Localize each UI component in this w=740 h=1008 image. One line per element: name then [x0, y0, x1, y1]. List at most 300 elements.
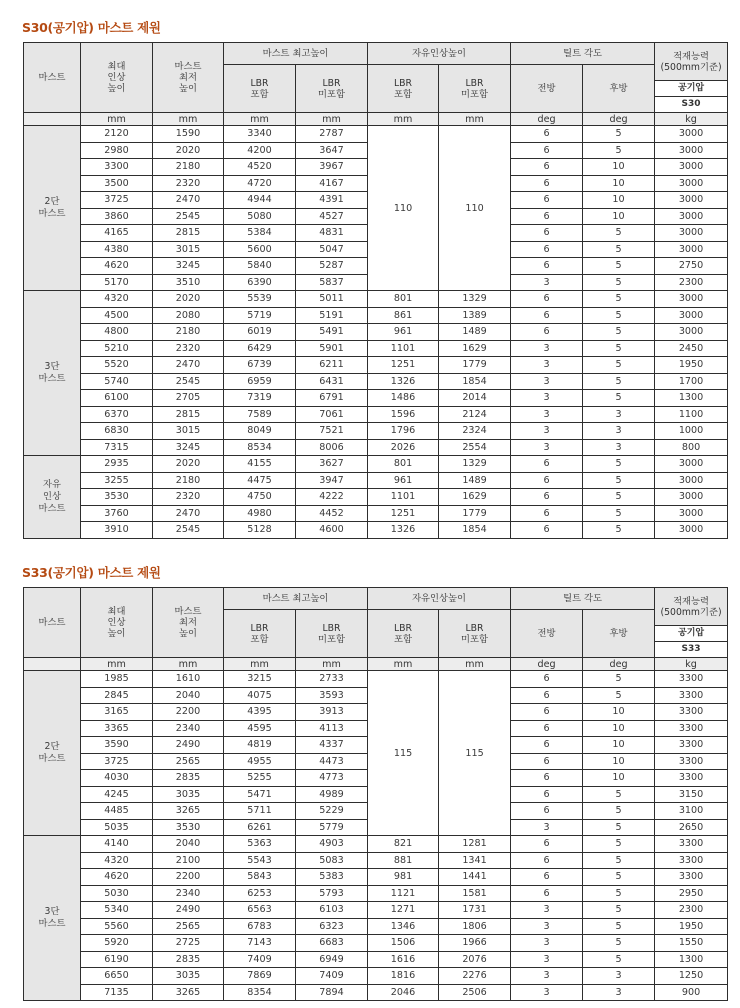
table-cell: 800 — [655, 439, 728, 456]
table-cell: 1596 — [368, 406, 439, 423]
table-cell: 6019 — [224, 324, 296, 341]
unit-cell: deg — [511, 113, 583, 126]
table-cell: 3000 — [655, 489, 728, 506]
table-cell: 5 — [583, 324, 655, 341]
header-free-lbr-excl: LBR 미포함 — [439, 65, 511, 113]
table-cell: 4200 — [224, 142, 296, 159]
table-cell: 6 — [511, 737, 583, 754]
table-cell: 3300 — [81, 159, 153, 176]
table-cell: 3000 — [655, 241, 728, 258]
table-cell: 7315 — [81, 439, 153, 456]
unit-cell: mm — [81, 658, 153, 671]
table-cell: 2733 — [296, 671, 368, 688]
spec-table-body — [24, 671, 728, 1001]
section-title-s30: S30(공기압) 마스트 제원 — [22, 20, 161, 35]
table-cell: 3500 — [81, 175, 153, 192]
table-cell: 1329 — [439, 291, 511, 308]
table-cell: 1250 — [655, 968, 728, 985]
table-cell: 2014 — [439, 390, 511, 407]
table-cell: 5 — [583, 373, 655, 390]
table-cell: 5 — [583, 357, 655, 374]
table-cell: 4955 — [224, 753, 296, 770]
table-cell: 5543 — [224, 852, 296, 869]
header-capacity: 적재능력 (500mm기준) — [655, 43, 728, 81]
table-row — [24, 489, 728, 506]
table-cell: 3000 — [655, 456, 728, 473]
table-cell: 6 — [511, 241, 583, 258]
table-cell: 2545 — [153, 208, 224, 225]
table-cell: 3300 — [655, 836, 728, 853]
table-cell: 801 — [368, 456, 439, 473]
table-cell: 5030 — [81, 885, 153, 902]
table-cell: 3255 — [81, 472, 153, 489]
table-cell: 6429 — [224, 340, 296, 357]
table-cell: 2705 — [153, 390, 224, 407]
header-lbr-excl: LBR 미포함 — [296, 65, 368, 113]
table-cell: 4165 — [81, 225, 153, 242]
header-mast: 마스트 — [24, 588, 81, 658]
free-lift-merged-cell: 110 — [439, 126, 511, 291]
table-cell: 5080 — [224, 208, 296, 225]
table-cell: 3725 — [81, 192, 153, 209]
table-cell: 3245 — [153, 439, 224, 456]
table-cell: 2320 — [153, 489, 224, 506]
table-cell: 4380 — [81, 241, 153, 258]
table-cell: 1251 — [368, 505, 439, 522]
table-cell: 3000 — [655, 307, 728, 324]
table-cell: 10 — [583, 208, 655, 225]
table-cell: 1441 — [439, 869, 511, 886]
table-cell: 3967 — [296, 159, 368, 176]
table-cell: 4600 — [296, 522, 368, 539]
unit-cell: kg — [655, 658, 728, 671]
mast-group-label: 2단 마스트 — [24, 671, 81, 836]
table-cell: 5210 — [81, 340, 153, 357]
table-cell: 1590 — [153, 126, 224, 143]
table-cell: 3300 — [655, 753, 728, 770]
table-cell: 3300 — [655, 869, 728, 886]
table-cell: 2845 — [81, 687, 153, 704]
table-cell: 821 — [368, 836, 439, 853]
table-cell: 4595 — [224, 720, 296, 737]
unit-cell: kg — [655, 113, 728, 126]
table-cell: 4980 — [224, 505, 296, 522]
table-cell: 1326 — [368, 522, 439, 539]
mast-group-label: 3단 마스트 — [24, 291, 81, 456]
header-model: S33 — [655, 642, 728, 658]
table-cell: 3 — [583, 423, 655, 440]
table-cell: 2450 — [655, 340, 728, 357]
table-row — [24, 505, 728, 522]
table-cell: 5 — [583, 885, 655, 902]
table-cell: 6 — [511, 786, 583, 803]
table-cell: 2200 — [153, 869, 224, 886]
table-cell: 10 — [583, 175, 655, 192]
table-cell: 4395 — [224, 704, 296, 721]
table-cell: 6 — [511, 885, 583, 902]
table-cell: 4620 — [81, 258, 153, 275]
table-cell: 3015 — [153, 423, 224, 440]
table-cell: 3 — [511, 423, 583, 440]
free-lift-merged-cell: 115 — [439, 671, 511, 836]
table-cell: 3340 — [224, 126, 296, 143]
header-backward: 후방 — [583, 610, 655, 658]
table-cell: 5837 — [296, 274, 368, 291]
table-cell: 6 — [511, 522, 583, 539]
table-cell: 4500 — [81, 307, 153, 324]
table-cell: 2545 — [153, 522, 224, 539]
table-cell: 10 — [583, 704, 655, 721]
table-cell: 4773 — [296, 770, 368, 787]
table-cell: 3245 — [153, 258, 224, 275]
header-forward: 전방 — [511, 65, 583, 113]
table-cell: 3593 — [296, 687, 368, 704]
table-cell: 6959 — [224, 373, 296, 390]
table-cell: 6 — [511, 869, 583, 886]
table-cell: 4140 — [81, 836, 153, 853]
table-cell: 1950 — [655, 357, 728, 374]
table-cell: 2340 — [153, 885, 224, 902]
table-cell: 1251 — [368, 357, 439, 374]
table-cell: 2565 — [153, 753, 224, 770]
header-backward: 후방 — [583, 65, 655, 113]
table-cell: 2026 — [368, 439, 439, 456]
table-cell: 1700 — [655, 373, 728, 390]
table-cell: 2300 — [655, 274, 728, 291]
table-cell: 5191 — [296, 307, 368, 324]
table-cell: 2554 — [439, 439, 511, 456]
table-cell: 5 — [583, 836, 655, 853]
table-cell: 6190 — [81, 951, 153, 968]
table-cell: 1779 — [439, 357, 511, 374]
table-cell: 6 — [511, 671, 583, 688]
table-cell: 5 — [583, 291, 655, 308]
table-cell: 3 — [511, 968, 583, 985]
table-cell: 6783 — [224, 918, 296, 935]
table-cell: 4155 — [224, 456, 296, 473]
header-mast-height: 마스트 최고높이 — [224, 43, 368, 65]
table-cell: 4320 — [81, 291, 153, 308]
header-free-lift: 자유인상높이 — [368, 43, 511, 65]
table-cell: 4320 — [81, 852, 153, 869]
table-cell: 981 — [368, 869, 439, 886]
table-cell: 2180 — [153, 324, 224, 341]
table-cell: 1300 — [655, 951, 728, 968]
table-cell: 5600 — [224, 241, 296, 258]
table-cell: 2470 — [153, 505, 224, 522]
table-cell: 2100 — [153, 852, 224, 869]
table-cell: 2020 — [153, 291, 224, 308]
table-cell: 6 — [511, 291, 583, 308]
table-cell: 1854 — [439, 373, 511, 390]
table-cell: 5 — [583, 274, 655, 291]
table-cell: 2020 — [153, 456, 224, 473]
table-cell: 961 — [368, 472, 439, 489]
table-cell: 5 — [583, 869, 655, 886]
table-cell: 3000 — [655, 192, 728, 209]
table-cell: 7894 — [296, 984, 368, 1001]
header-lbr-incl: LBR 포함 — [224, 610, 296, 658]
table-cell: 2490 — [153, 902, 224, 919]
header-lbr-excl: LBR 미포함 — [296, 610, 368, 658]
table-cell: 5 — [583, 258, 655, 275]
table-cell: 900 — [655, 984, 728, 1001]
table-cell: 1854 — [439, 522, 511, 539]
table-cell: 2835 — [153, 770, 224, 787]
table-cell: 4720 — [224, 175, 296, 192]
table-cell: 3000 — [655, 225, 728, 242]
table-cell: 881 — [368, 852, 439, 869]
table-row — [24, 307, 728, 324]
table-cell: 5471 — [224, 786, 296, 803]
table-cell: 4485 — [81, 803, 153, 820]
table-cell: 4452 — [296, 505, 368, 522]
spec-table-s33 — [23, 587, 728, 1001]
free-lift-merged-cell: 110 — [368, 126, 439, 291]
table-cell: 4527 — [296, 208, 368, 225]
table-cell: 4620 — [81, 869, 153, 886]
table-cell: 3 — [511, 274, 583, 291]
table-cell: 6103 — [296, 902, 368, 919]
table-cell: 2815 — [153, 225, 224, 242]
table-cell: 6 — [511, 324, 583, 341]
table-cell: 5170 — [81, 274, 153, 291]
table-cell: 5539 — [224, 291, 296, 308]
header-max-lift: 최대 인상 높이 — [81, 588, 153, 658]
header-tire-type: 공기압 — [655, 81, 728, 97]
table-cell: 5740 — [81, 373, 153, 390]
table-row — [24, 373, 728, 390]
table-cell: 1489 — [439, 324, 511, 341]
table-cell: 2180 — [153, 159, 224, 176]
table-cell: 3150 — [655, 786, 728, 803]
table-cell: 1966 — [439, 935, 511, 952]
table-cell: 3 — [511, 357, 583, 374]
table-row — [24, 671, 728, 688]
table-cell: 5 — [583, 902, 655, 919]
table-cell: 6211 — [296, 357, 368, 374]
table-cell: 3860 — [81, 208, 153, 225]
table-cell: 6949 — [296, 951, 368, 968]
table-cell: 10 — [583, 159, 655, 176]
unit-cell: mm — [153, 658, 224, 671]
table-cell: 1629 — [439, 489, 511, 506]
table-cell: 1816 — [368, 968, 439, 985]
table-row — [24, 918, 728, 935]
header-free-lbr-incl: LBR 포함 — [368, 65, 439, 113]
table-cell: 3 — [511, 373, 583, 390]
table-cell: 1000 — [655, 423, 728, 440]
table-cell: 4750 — [224, 489, 296, 506]
table-cell: 3300 — [655, 720, 728, 737]
table-row — [24, 935, 728, 952]
table-cell: 5793 — [296, 885, 368, 902]
table-cell: 861 — [368, 307, 439, 324]
table-cell: 1806 — [439, 918, 511, 935]
table-cell: 4113 — [296, 720, 368, 737]
table-cell: 5 — [583, 142, 655, 159]
table-cell: 6 — [511, 142, 583, 159]
table-cell: 3 — [511, 984, 583, 1001]
table-cell: 4520 — [224, 159, 296, 176]
table-cell: 1100 — [655, 406, 728, 423]
header-max-lift: 최대 인상 높이 — [81, 43, 153, 113]
table-cell: 6431 — [296, 373, 368, 390]
table-cell: 3000 — [655, 142, 728, 159]
table-cell: 1121 — [368, 885, 439, 902]
table-cell: 3035 — [153, 786, 224, 803]
table-cell: 1326 — [368, 373, 439, 390]
table-cell: 5 — [583, 225, 655, 242]
table-cell: 3015 — [153, 241, 224, 258]
header-min-height: 마스트 최저 높이 — [153, 588, 224, 658]
table-cell: 4391 — [296, 192, 368, 209]
table-cell: 961 — [368, 324, 439, 341]
table-cell: 3 — [583, 984, 655, 1001]
section-title-s33: S33(공기압) 마스트 제원 — [22, 565, 161, 580]
table-cell: 6739 — [224, 357, 296, 374]
table-cell: 4030 — [81, 770, 153, 787]
table-cell: 5229 — [296, 803, 368, 820]
table-cell: 2340 — [153, 720, 224, 737]
table-cell: 2300 — [655, 902, 728, 919]
table-cell: 2506 — [439, 984, 511, 1001]
table-cell: 7409 — [224, 951, 296, 968]
table-cell: 6683 — [296, 935, 368, 952]
table-cell: 3 — [511, 439, 583, 456]
table-cell: 2545 — [153, 373, 224, 390]
table-cell: 3300 — [655, 687, 728, 704]
table-cell: 3647 — [296, 142, 368, 159]
free-lift-merged-cell: 115 — [368, 671, 439, 836]
table-cell: 4222 — [296, 489, 368, 506]
table-cell: 3000 — [655, 522, 728, 539]
table-cell: 8006 — [296, 439, 368, 456]
header-tire-type: 공기압 — [655, 626, 728, 642]
table-cell: 2935 — [81, 456, 153, 473]
table-cell: 3000 — [655, 159, 728, 176]
table-row — [24, 951, 728, 968]
header-model: S30 — [655, 97, 728, 113]
table-cell: 3000 — [655, 472, 728, 489]
table-cell: 2650 — [655, 819, 728, 836]
mast-group-label: 3단 마스트 — [24, 836, 81, 1001]
table-cell: 6 — [511, 456, 583, 473]
table-cell: 3 — [511, 918, 583, 935]
table-row — [24, 472, 728, 489]
table-cell: 2120 — [81, 126, 153, 143]
header-forward: 전방 — [511, 610, 583, 658]
table-row — [24, 357, 728, 374]
table-cell: 2725 — [153, 935, 224, 952]
table-cell: 4475 — [224, 472, 296, 489]
table-cell: 4075 — [224, 687, 296, 704]
table-cell: 7589 — [224, 406, 296, 423]
table-cell: 2276 — [439, 968, 511, 985]
table-cell: 2200 — [153, 704, 224, 721]
table-cell: 5840 — [224, 258, 296, 275]
table-cell: 5 — [583, 687, 655, 704]
table-cell: 7869 — [224, 968, 296, 985]
header-tilt: 틸트 각도 — [511, 588, 655, 610]
table-cell: 8534 — [224, 439, 296, 456]
table-cell: 3530 — [153, 819, 224, 836]
table-cell: 5383 — [296, 869, 368, 886]
table-cell: 10 — [583, 192, 655, 209]
unit-cell: deg — [583, 113, 655, 126]
table-cell: 5 — [583, 951, 655, 968]
table-cell: 3910 — [81, 522, 153, 539]
table-cell: 4819 — [224, 737, 296, 754]
table-cell: 7135 — [81, 984, 153, 1001]
unit-cell: mm — [439, 658, 511, 671]
table-cell: 2470 — [153, 192, 224, 209]
table-cell: 7061 — [296, 406, 368, 423]
table-cell: 4903 — [296, 836, 368, 853]
table-cell: 6 — [511, 803, 583, 820]
table-cell: 6 — [511, 720, 583, 737]
table-cell: 5128 — [224, 522, 296, 539]
table-cell: 2040 — [153, 836, 224, 853]
table-cell: 5 — [583, 522, 655, 539]
table-cell: 4989 — [296, 786, 368, 803]
header-tilt: 틸트 각도 — [511, 43, 655, 65]
spec-table-s30 — [23, 42, 728, 539]
table-cell: 1101 — [368, 489, 439, 506]
table-cell: 3 — [511, 406, 583, 423]
unit-cell: mm — [439, 113, 511, 126]
table-cell: 6 — [511, 505, 583, 522]
table-cell: 1610 — [153, 671, 224, 688]
table-cell: 5047 — [296, 241, 368, 258]
table-row — [24, 423, 728, 440]
table-cell: 2180 — [153, 472, 224, 489]
unit-cell: mm — [296, 658, 368, 671]
table-cell: 6 — [511, 225, 583, 242]
table-row — [24, 984, 728, 1001]
unit-cell: mm — [224, 113, 296, 126]
header-free-lift: 자유인상높이 — [368, 588, 511, 610]
table-cell: 6830 — [81, 423, 153, 440]
table-cell: 5920 — [81, 935, 153, 952]
table-cell: 1581 — [439, 885, 511, 902]
table-cell: 3 — [511, 340, 583, 357]
table-cell: 6 — [511, 307, 583, 324]
table-cell: 3760 — [81, 505, 153, 522]
unit-cell: mm — [368, 658, 439, 671]
table-cell: 7143 — [224, 935, 296, 952]
table-cell: 5 — [583, 390, 655, 407]
table-cell: 1489 — [439, 472, 511, 489]
table-cell: 3000 — [655, 208, 728, 225]
table-cell: 2046 — [368, 984, 439, 1001]
table-cell: 5 — [583, 241, 655, 258]
table-cell: 3300 — [655, 852, 728, 869]
table-cell: 1346 — [368, 918, 439, 935]
table-row — [24, 324, 728, 341]
table-cell: 3265 — [153, 984, 224, 1001]
table-cell: 5035 — [81, 819, 153, 836]
table-cell: 5 — [583, 671, 655, 688]
table-cell: 6 — [511, 753, 583, 770]
table-cell: 2950 — [655, 885, 728, 902]
table-cell: 6100 — [81, 390, 153, 407]
table-cell: 1731 — [439, 902, 511, 919]
table-cell: 5 — [583, 819, 655, 836]
table-cell: 6650 — [81, 968, 153, 985]
table-row — [24, 340, 728, 357]
table-cell: 2750 — [655, 258, 728, 275]
